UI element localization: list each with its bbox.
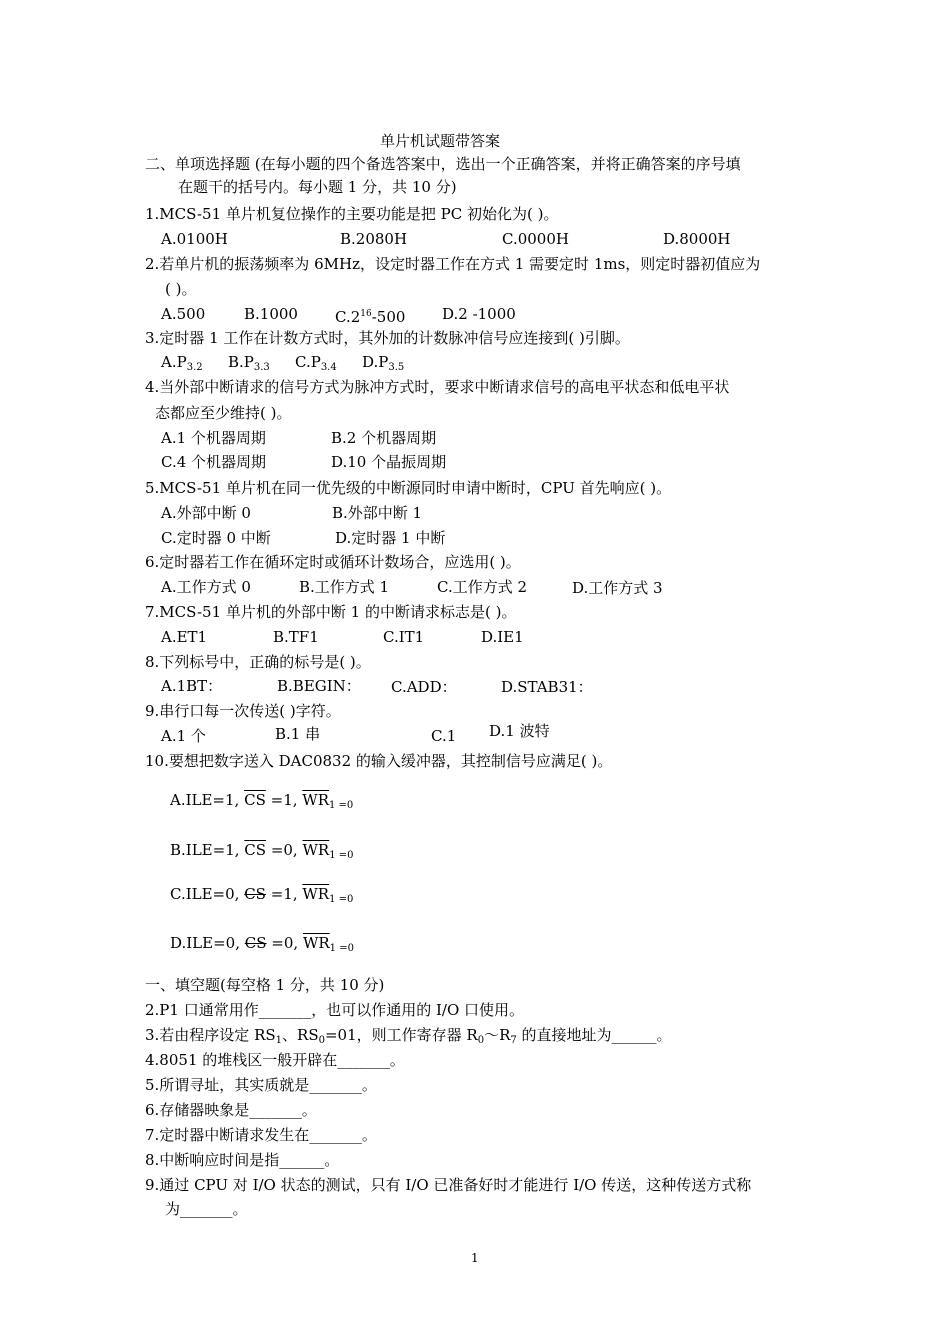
q4-option-b: B.2 个机器周期 [331,429,437,447]
fill-question-9: 9.通过 CPU 对 I/O 状态的测试，只有 I/O 已准备好时才能进行 I/O 传送，这种传送方式称 [145,1176,752,1194]
fill-question-7: 7.定时器中断请求发生在_______。 [145,1126,377,1144]
q3-option-b: $B.P_{3.3}$ [228,353,270,373]
question-2-stem: 2.若单片机的振荡频率为 6MHz，设定时器工作在方式 1 需要定时 1ms，则定时器初值应为 [145,255,761,273]
fill-question-8: 8.中断响应时间是指______。 [145,1151,340,1169]
section2-heading: 二、单项选择题 (在每小题的四个备选答案中，选出一个正确答案，并将正确答案的序号填 [145,155,741,173]
question-2-stem-cont: ( )。 [165,280,197,298]
q1-option-a: A.0100H [161,230,228,248]
question-4-stem-cont: 态都应至少维持( )。 [155,404,292,422]
q9-option-a: A.1 个 [161,727,206,745]
q2-option-c: $C.2^{16}-500$ [335,308,406,326]
q10-option-d: D.ILE=0, CS =0, $\overline{WR}_1$ $_{=0}$ [170,934,354,954]
fill-question-5: 5.所谓寻址，其实质就是_______。 [145,1076,377,1094]
q2-option-a: A.500 [161,305,206,323]
question-5-stem: 5.MCS-51 单片机在同一优先级的中断源同时申请中断时，CPU 首先响应( )。 [145,479,672,497]
question-4-stem: 4.当外部中断请求的信号方式为脉冲方式时，要求中断请求信号的高电平状态和低电平状 [145,378,730,396]
q2-option-d: D.2 -1000 [442,305,516,323]
q7-option-b: B.TF1 [273,628,319,646]
q4-option-c: C.4 个机器周期 [161,453,267,471]
q6-option-a: A.工作方式 0 [161,578,251,596]
question-9-stem: 9.串行口每一次传送( )字符。 [145,702,341,720]
q1-option-c: C.0000H [502,230,569,248]
q3-option-d: $D.P_{3.5}$ [362,353,405,373]
section1-heading: 一、填空题(每空格 1 分，共 10 分) [145,976,385,994]
question-6-stem: 6.定时器若工作在循环定时或循环计数场合，应选用( )。 [145,553,521,571]
q5-option-b: B.外部中断 1 [332,504,423,522]
question-8-stem: 8.下列标号中，正确的标号是( )。 [145,653,371,671]
document-title: 单片机试题带答案 [380,132,501,150]
q8-option-c: C.ADD： [391,678,457,696]
q9-option-d: D.1 波特 [489,722,550,740]
q1-option-d: D.8000H [663,230,731,248]
q2-option-b: B.1000 [244,305,298,323]
q8-option-a: A.1BT： [161,677,223,695]
fill-question-3: 3.若由程序设定 $RS_1$、$RS_0=01$，则工作寄存器 $R_0\sim R_7$ 的直接地址为______。 [145,1026,672,1046]
q4-option-d: D.10 个晶振周期 [331,453,447,471]
q7-option-c: C.IT1 [383,628,425,646]
q8-option-d: D.STAB31： [501,678,593,696]
q5-option-c: C.定时器 0 中断 [161,529,271,547]
q10-option-c: C.ILE=0, CS =1, $\overline{WR}_1$ $_{=0}$ [170,885,354,905]
section2-heading-cont: 在题干的括号内。每小题 1 分，共 10 分) [178,178,457,196]
q10-option-b: B.ILE=1, $\overline{CS} =0$, $\overline{WR}_1$ $_{=0}$ [170,841,354,861]
q7-option-a: A.ET1 [161,628,208,646]
q3-option-a: $A.P_{3.2}$ [161,353,203,373]
fill-question-2: 2.P1 口通常用作_______，也可以作通用的 I/O 口使用。 [145,1001,525,1019]
q9-option-c: C.1 [431,727,457,745]
q9-option-b: B.1 串 [275,725,321,743]
q1-option-b: B.2080H [340,230,408,248]
fill-question-9-cont: 为_______。 [165,1200,248,1218]
q6-option-d: D.工作方式 3 [572,579,663,597]
q7-option-d: D.IE1 [481,628,524,646]
q6-option-c: C.工作方式 2 [437,578,528,596]
q5-option-a: A.外部中断 0 [161,504,251,522]
q10-option-a: A.ILE=1, $\overline{CS} =1$, $\overline{WR}_1$ $_{=0}$ [170,791,354,811]
q6-option-b: B.工作方式 1 [299,578,390,596]
question-1-stem: 1.MCS-51 单片机复位操作的主要功能是把 PC 初始化为( )。 [145,205,559,223]
fill-question-6: 6.存储器映象是_______。 [145,1101,317,1119]
q4-option-a: A.1 个机器周期 [161,429,266,447]
question-10-stem: 10.要想把数字送入 DAC0832 的输入缓冲器，其控制信号应满足( )。 [145,752,613,770]
question-7-stem: 7.MCS-51 单片机的外部中断 1 的中断请求标志是( )。 [145,603,517,621]
question-3-stem: 3.定时器 1 工作在计数方式时，其外加的计数脉冲信号应连接到( )引脚。 [145,329,630,347]
fill-question-4: 4.8051 的堆栈区一般开辟在_______。 [145,1051,405,1069]
q3-option-c: $C.P_{3.4}$ [295,353,337,373]
page-number: 1 [471,1251,479,1265]
q8-option-b: B.BEGIN： [277,677,361,695]
q5-option-d: D.定时器 1 中断 [335,529,446,547]
